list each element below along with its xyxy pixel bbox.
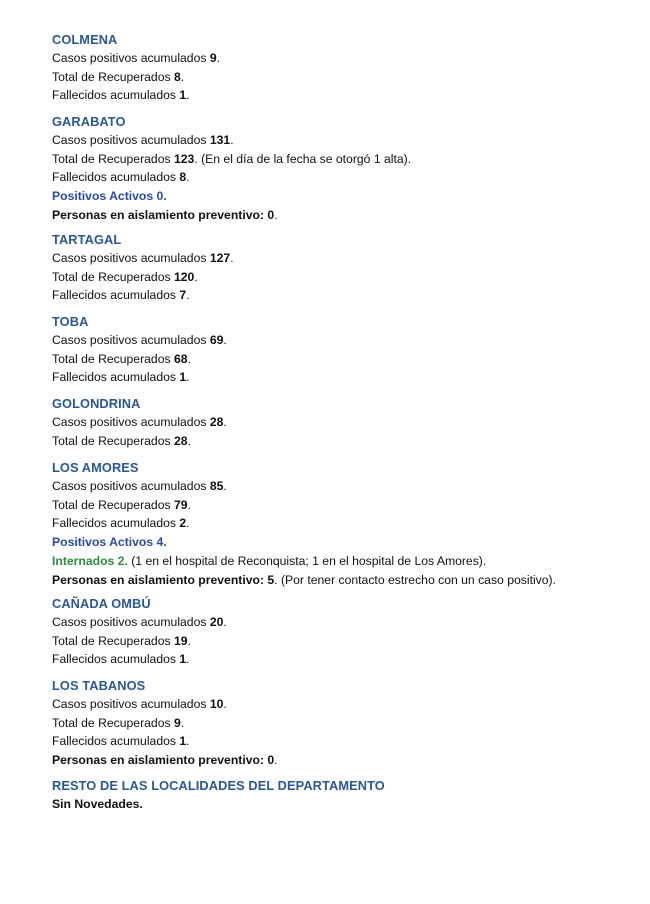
cases-suffix: . [216,51,221,65]
active-cases: Positivos Activos 4. [52,535,167,550]
active-line [52,533,632,552]
recovered-label: Total de Recuperados [52,151,174,166]
cases-line [52,249,632,268]
cases-suffix: . [223,479,227,493]
cases-value: 131 [209,133,231,147]
deaths-value: 1 [179,370,187,385]
deaths-label: Fallecidos acumulados [52,370,180,385]
isolation-label: Personas en aislamiento preventivo: 0 [52,753,275,768]
recovered-line [52,68,632,87]
deaths-value: 1 [179,88,187,103]
section-title: TARTAGAL [52,232,122,247]
deaths-line [52,286,632,305]
recovered-line [52,632,632,651]
section-resto [52,776,632,814]
deaths-label: Fallecidos acumulados [52,288,180,303]
deaths-value: 1 [179,652,187,667]
cases-value: 10 [209,697,224,711]
recovered-label: Total de Recuperados [52,715,174,730]
isolation-rest: . (Por tener contacto estrecho con un caso positivo). [274,572,556,587]
interned-line [52,552,632,571]
cases-line [52,695,632,714]
recovered-line [52,496,632,515]
section-title: TOBA [52,314,89,329]
recovered-suffix: . [194,269,198,284]
cases-label: Casos positivos acumulados [52,251,210,265]
recovered-line [52,350,632,369]
recovered-suffix: . [180,69,185,84]
recovered-label: Total de Recuperados [52,497,174,512]
section-title: CAÑADA OMBÚ [52,596,151,611]
deaths-label: Fallecidos acumulados [52,88,180,103]
deaths-line [52,168,632,187]
recovered-line [52,268,632,287]
section-los-amores [52,458,632,589]
section-canada-ombu [52,594,632,669]
cases-label: Casos positivos acumulados [52,133,210,147]
cases-line [52,413,632,432]
section-garabato [52,112,632,225]
recovered-suffix: . (En el día de la fecha se otorgó 1 alta). [194,151,412,166]
section-title: GOLONDRINA [52,396,141,411]
deaths-value: 8 [179,170,187,185]
cases-value: 28 [209,415,224,429]
cases-value: 20 [209,615,224,629]
recovered-suffix: . [187,351,191,366]
cases-line [52,613,632,632]
recovered-suffix: . [187,633,191,648]
deaths-suffix: . [186,516,190,531]
deaths-suffix: . [186,734,190,749]
deaths-suffix: . [186,652,190,667]
deaths-suffix: . [186,370,190,385]
recovered-suffix: . [187,433,191,448]
no-news-label: Sin Novedades. [52,797,143,811]
cases-value: 69 [209,333,224,347]
recovered-label: Total de Recuperados [52,433,174,448]
recovered-value: 123 [173,151,195,166]
section-colmena [52,30,632,105]
deaths-line [52,732,632,751]
recovered-suffix: . [180,715,185,730]
section-golondrina [52,394,632,450]
cases-suffix: . [230,251,234,265]
isolation-rest: . [274,753,278,768]
recovered-label: Total de Recuperados [52,351,174,366]
recovered-label: Total de Recuperados [52,69,174,84]
deaths-line [52,514,632,533]
cases-value: 85 [209,479,224,493]
deaths-value: 2 [179,516,187,531]
section-title: LOS AMORES [52,460,139,475]
recovered-line [52,714,632,733]
recovered-suffix: . [187,497,191,512]
interned-label: Internados 2. [52,553,128,568]
deaths-suffix: . [186,88,190,103]
recovered-value: 28 [173,433,188,448]
isolation-label: Personas en aislamiento preventivo: 5 [52,572,275,587]
recovered-value: 79 [173,497,188,512]
cases-line [52,331,632,350]
section-title: GARABATO [52,114,126,129]
recovered-line [52,432,632,451]
no-news-line [52,795,632,814]
cases-suffix: . [223,615,227,629]
isolation-line [52,571,632,590]
cases-suffix: . [223,333,227,347]
cases-value: 127 [209,251,231,265]
isolation-line [52,206,632,225]
active-cases: Positivos Activos 0. [52,189,167,204]
section-tartagal [52,230,632,305]
isolation-rest: . [274,207,278,222]
recovered-value: 68 [173,351,188,366]
recovered-label: Total de Recuperados [52,269,174,284]
deaths-suffix: . [186,288,190,303]
cases-line [52,477,632,496]
cases-label: Casos positivos acumulados [52,415,210,429]
deaths-label: Fallecidos acumulados [52,734,180,749]
recovered-label: Total de Recuperados [52,633,174,648]
isolation-line [52,751,632,770]
section-toba [52,312,632,387]
cases-line [52,131,632,150]
cases-line [52,49,632,68]
deaths-suffix: . [186,170,190,185]
recovered-line [52,150,632,169]
cases-label: Casos positivos acumulados [52,697,210,711]
deaths-value: 1 [179,734,187,749]
section-title: COLMENA [52,32,118,47]
cases-label: Casos positivos acumulados [52,333,210,347]
cases-label: Casos positivos acumulados [52,615,210,629]
deaths-label: Fallecidos acumulados [52,516,180,531]
recovered-value: 120 [173,269,195,284]
deaths-label: Fallecidos acumulados [52,652,180,667]
cases-label: Casos positivos acumulados [52,51,210,65]
cases-suffix: . [230,133,234,147]
deaths-value: 7 [179,288,187,303]
cases-suffix: . [223,415,227,429]
isolation-label: Personas en aislamiento preventivo: 0 [52,207,275,222]
interned-detail: (1 en el hospital de Reconquista; 1 en el hospital de Los Amores). [127,553,487,568]
section-title: RESTO DE LAS LOCALIDADES DEL DEPARTAMENTO [52,778,385,793]
recovered-value: 19 [173,633,188,648]
section-title: LOS TABANOS [52,678,146,693]
deaths-line [52,368,632,387]
cases-label: Casos positivos acumulados [52,479,210,493]
section-los-tabanos [52,676,632,770]
recovered-value: 8 [173,69,181,84]
deaths-line [52,86,632,105]
deaths-label: Fallecidos acumulados [52,170,180,185]
cases-value: 9 [209,51,217,65]
cases-suffix: . [223,697,227,711]
recovered-value: 9 [173,715,181,730]
active-line [52,187,632,206]
deaths-line [52,650,632,669]
